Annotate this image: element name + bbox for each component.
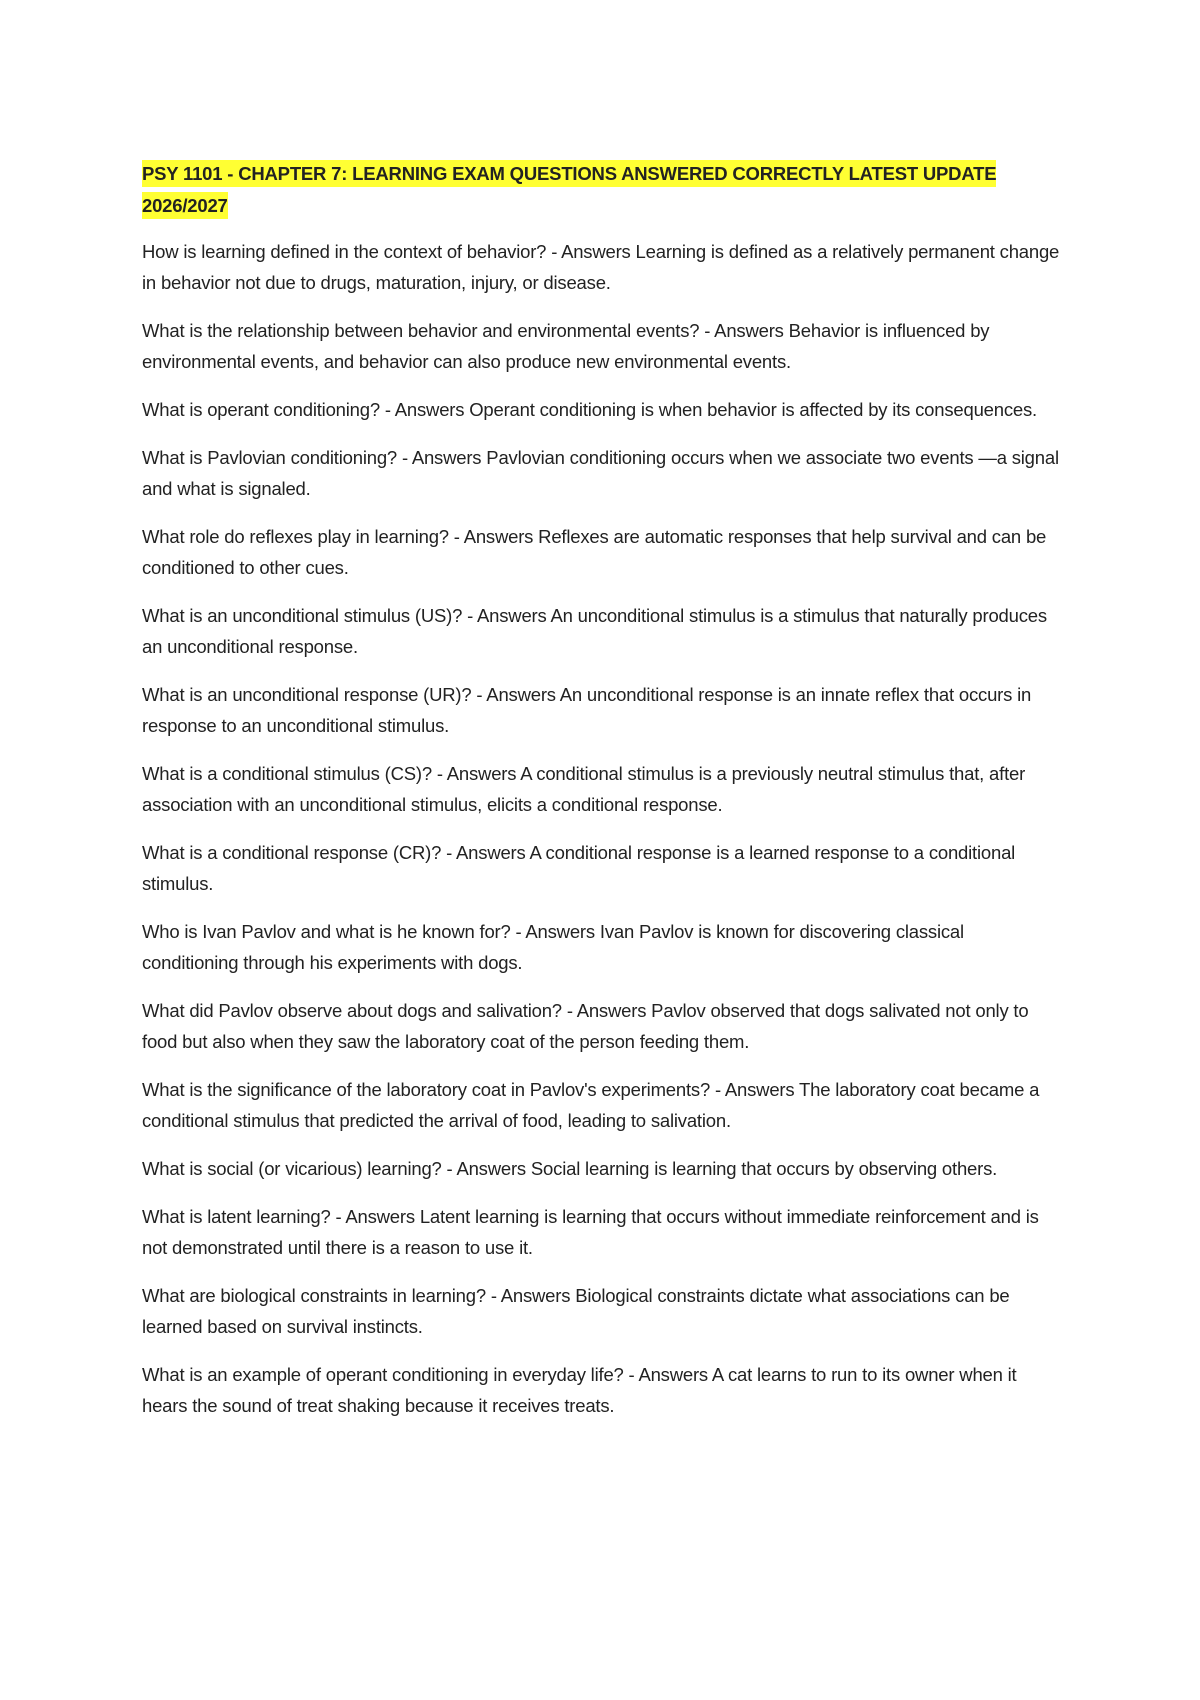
qa-item: What is an example of operant conditioning in everyday life? - Answers A cat learns to run to its owner when it hears the sound of treat shaking because it receives treats. [142, 1364, 1017, 1416]
qa-item: Who is Ivan Pavlov and what is he known for? - Answers Ivan Pavlov is known for discovering classical conditioning through his experiments with dogs. [142, 921, 964, 973]
qa-item: What role do reflexes play in learning? - Answers Reflexes are automatic responses that help survival and can be conditioned to other cues. [142, 526, 1047, 578]
qa-item: What is social (or vicarious) learning? - Answers Social learning is learning that occurs by observing others. [142, 1158, 998, 1179]
qa-item: What are biological constraints in learning? - Answers Biological constraints dictate what associations can be learned based on survival instincts. [142, 1285, 1010, 1337]
qa-item: What is operant conditioning? - Answers Operant conditioning is when behavior is affected by its consequences. [142, 399, 1037, 420]
qa-item: What did Pavlov observe about dogs and salivation? - Answers Pavlov observed that dogs salivated not only to food but also when they saw the laboratory coat of the person feeding them. [142, 1000, 1029, 1052]
qa-item: How is learning defined in the context of behavior? - Answers Learning is defined as a relatively permanent change in behavior not due to drugs, maturation, injury, or disease. [142, 241, 1060, 293]
qa-list [142, 236, 1062, 1421]
qa-item: What is an unconditional stimulus (US)? - Answers An unconditional stimulus is a stimulus that naturally produces an unconditional response. [142, 605, 1047, 657]
document-body [142, 158, 1062, 1438]
document-title [142, 158, 1062, 222]
qa-item: What is a conditional response (CR)? - Answers A conditional response is a learned response to a conditional stimulus. [142, 842, 1016, 894]
qa-item: What is latent learning? - Answers Latent learning is learning that occurs without immediate reinforcement and is not demonstrated until there is a reason to use it. [142, 1206, 1039, 1258]
title-highlight: PSY 1101 - CHAPTER 7: LEARNING EXAM QUESTIONS ANSWERED CORRECTLY LATEST UPDATE 2026/2027 [142, 160, 996, 219]
qa-item: What is a conditional stimulus (CS)? - Answers A conditional stimulus is a previously neutral stimulus that, after association with an unconditional stimulus, elicits a conditional response. [142, 763, 1026, 815]
qa-item: What is the relationship between behavior and environmental events? - Answers Behavior is influenced by environmental events, and behavior can also produce new environmental events. [142, 320, 990, 372]
qa-item: What is Pavlovian conditioning? - Answers Pavlovian conditioning occurs when we associate two events —a signal and what is signaled. [142, 447, 1059, 499]
qa-item: What is the significance of the laboratory coat in Pavlov's experiments? - Answers The laboratory coat became a conditional stimulus that predicted the arrival of food, leading to salivation. [142, 1079, 1040, 1131]
qa-item: What is an unconditional response (UR)? - Answers An unconditional response is an innate reflex that occurs in response to an unconditional stimulus. [142, 684, 1032, 736]
